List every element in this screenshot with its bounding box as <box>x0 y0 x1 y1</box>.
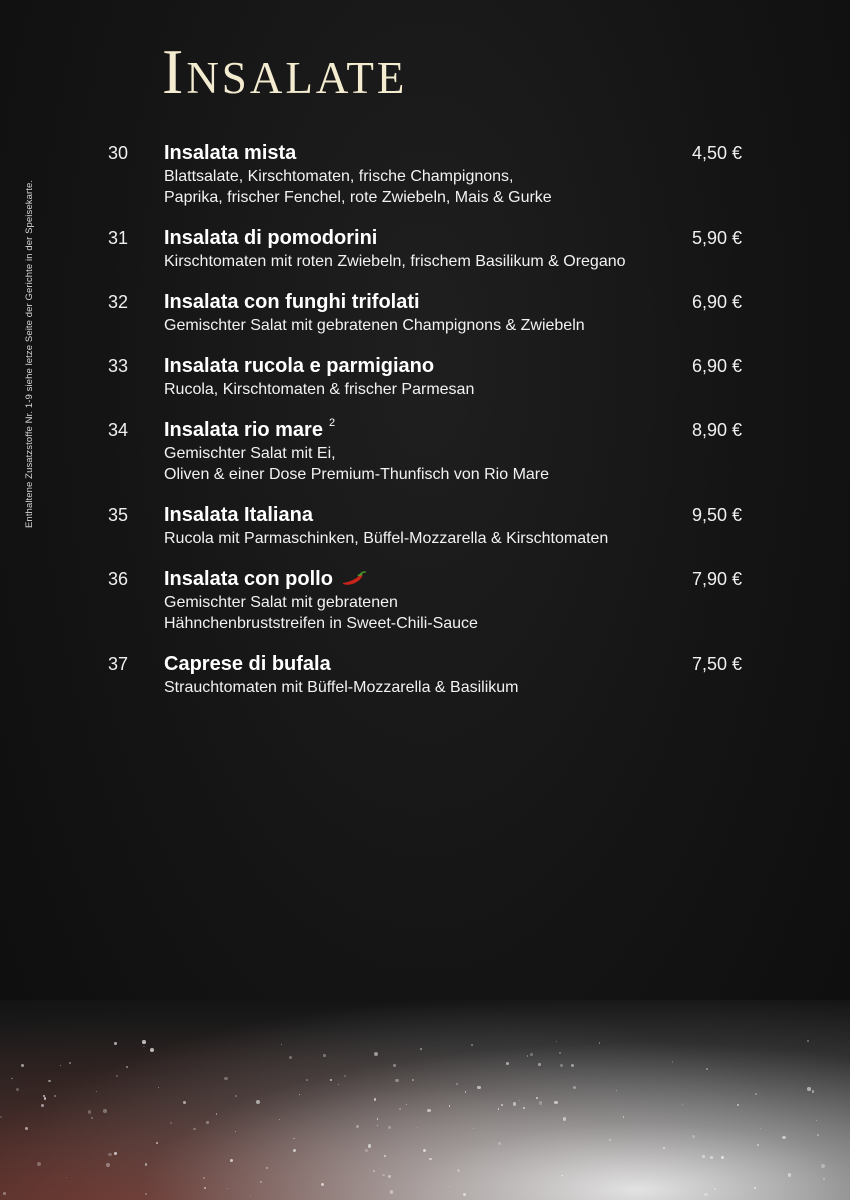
additive-superscript: 2 <box>328 417 336 429</box>
flour-speck <box>116 1075 118 1077</box>
flour-speck <box>365 1149 368 1152</box>
flour-speck <box>420 1048 422 1050</box>
flour-speck <box>710 1156 713 1159</box>
flour-speck <box>519 1100 520 1101</box>
item-name: Insalata Italiana <box>164 504 313 526</box>
flour-speck <box>390 1190 394 1194</box>
menu-item <box>108 225 748 272</box>
flour-speck <box>395 1079 398 1082</box>
flour-speck <box>812 1090 814 1092</box>
flour-speck <box>816 1120 817 1121</box>
flour-speck <box>384 1155 386 1157</box>
flour-speck <box>106 1163 110 1167</box>
flour-speck <box>807 1087 811 1091</box>
flour-speck <box>377 1118 378 1119</box>
flour-speck <box>170 1122 172 1124</box>
flour-speck <box>142 1040 146 1044</box>
flour-speck <box>150 1048 154 1052</box>
flour-speck <box>183 1101 186 1104</box>
item-number: 36 <box>108 569 129 589</box>
flour-speck <box>477 1086 480 1089</box>
menu-item <box>108 289 748 336</box>
flour-speck <box>388 1175 391 1178</box>
flour-speck <box>114 1152 117 1155</box>
item-description: Gemischter Salat mit gebratenen Hähnchenbruststreifen in Sweet-Chili-Sauce <box>164 594 478 632</box>
flour-speck <box>554 1101 557 1104</box>
item-number: 35 <box>108 505 129 525</box>
flour-speck <box>103 1109 107 1113</box>
chili-pepper-icon <box>341 571 367 587</box>
flour-speck <box>498 1142 500 1144</box>
salad-menu-list <box>108 140 748 715</box>
item-price: 7,90 € <box>691 569 742 589</box>
flour-speck <box>706 1068 708 1070</box>
item-name: Insalata con pollo <box>164 566 367 592</box>
flour-speck <box>374 1052 378 1056</box>
flour-speck <box>206 1121 209 1124</box>
flour-speck <box>293 1138 294 1139</box>
item-number: 37 <box>108 654 129 674</box>
flour-speck <box>393 1064 395 1066</box>
flour-speck <box>156 1142 158 1144</box>
item-description: Gemischter Salat mit gebratenen Champignons & Zwiebeln <box>164 317 585 334</box>
flour-speck <box>782 1136 785 1139</box>
flour-speck <box>754 1187 756 1189</box>
item-name: Insalata rucola e parmigiano <box>164 355 435 377</box>
flour-speck <box>599 1042 600 1043</box>
flour-speck <box>338 1084 339 1085</box>
item-description: Rucola mit Parmaschinken, Büffel-Mozzarella & Kirschtomaten <box>164 530 609 547</box>
item-name: Insalata rio mare 2 <box>164 417 335 443</box>
flour-speck <box>501 1104 503 1106</box>
flour-speck <box>41 1104 44 1107</box>
additives-note: Enthaltene Zusatzstoffe Nr. 1-9 siehe letze Seite der Gerichte in der Speisekarte. <box>24 179 35 528</box>
item-description: Rucola, Kirschtomaten & frischer Parmesan <box>164 381 475 398</box>
flour-speck <box>143 1046 144 1047</box>
flour-speck <box>755 1093 757 1095</box>
menu-item <box>108 566 748 634</box>
flour-speck <box>571 1064 574 1067</box>
item-price: 9,50 € <box>691 505 742 525</box>
flour-speck <box>54 1095 56 1097</box>
flour-speck <box>69 1062 70 1063</box>
flour-speck <box>293 1149 296 1152</box>
page-title: Insalate <box>162 36 408 107</box>
flour-speck <box>256 1100 260 1104</box>
menu-item <box>108 140 748 208</box>
flour-speck <box>224 1077 227 1080</box>
flour-speck <box>539 1101 543 1105</box>
item-number: 32 <box>108 292 129 312</box>
item-price: 8,90 € <box>691 420 742 440</box>
flour-speck <box>21 1064 24 1067</box>
flour-speck <box>513 1102 516 1105</box>
flour-speck <box>266 1167 268 1169</box>
flour-speck <box>702 1155 705 1158</box>
menu-item <box>108 353 748 400</box>
flour-surface-image <box>0 1000 850 1200</box>
item-description: Gemischter Salat mit Ei, Oliven & einer Dose Premium-Thunfisch von Rio Mare <box>164 445 550 483</box>
flour-speck <box>663 1147 665 1149</box>
flour-speck <box>330 1079 332 1081</box>
flour-speck <box>126 1066 128 1068</box>
flour-speck <box>704 1193 707 1196</box>
flour-speck <box>721 1156 724 1159</box>
item-price: 6,90 € <box>691 292 742 312</box>
menu-item <box>108 502 748 549</box>
flour-speck <box>323 1054 326 1057</box>
flour-speck <box>204 1187 206 1189</box>
item-name: Caprese di bufala <box>164 653 331 675</box>
flour-speck <box>821 1164 825 1168</box>
flour-speck <box>235 1095 237 1097</box>
item-name: Insalata di pomodorini <box>164 227 378 249</box>
item-name: Insalata mista <box>164 142 297 164</box>
flour-speck <box>382 1174 384 1176</box>
flour-speck <box>88 1110 91 1113</box>
flour-speck <box>427 1109 431 1113</box>
item-price: 4,50 € <box>691 143 742 163</box>
item-price: 7,50 € <box>691 654 742 674</box>
item-price: 6,90 € <box>691 356 742 376</box>
item-number: 34 <box>108 420 129 440</box>
flour-speck <box>692 1135 695 1138</box>
item-name: Insalata con funghi trifolati <box>164 291 420 313</box>
flour-speck <box>37 1162 41 1166</box>
flour-speck <box>498 1108 499 1109</box>
flour-speck <box>216 1113 217 1114</box>
item-price: 5,90 € <box>691 228 742 248</box>
flour-speck <box>114 1042 117 1045</box>
item-number: 31 <box>108 228 129 248</box>
flour-speck <box>560 1064 563 1067</box>
flour-speck <box>530 1053 532 1055</box>
flour-speck <box>527 1055 528 1056</box>
menu-item <box>108 417 748 485</box>
item-description: Blattsalate, Kirschtomaten, frische Champignons, Paprika, frischer Fenchel, rote Zwiebeln, Mais & Gurke <box>164 168 552 206</box>
flour-speck <box>788 1173 791 1176</box>
menu-item <box>108 651 748 698</box>
item-description: Strauchtomaten mit Büffel-Mozzarella & Basilikum <box>164 679 519 696</box>
flour-speck <box>306 1079 308 1081</box>
flour-speck <box>3 1192 6 1195</box>
item-description: Kirschtomaten mit roten Zwiebeln, frischem Basilikum & Oregano <box>164 253 626 270</box>
item-number: 30 <box>108 143 129 163</box>
flour-speck <box>66 1177 67 1178</box>
item-number: 33 <box>108 356 129 376</box>
flour-speck <box>823 1178 825 1180</box>
